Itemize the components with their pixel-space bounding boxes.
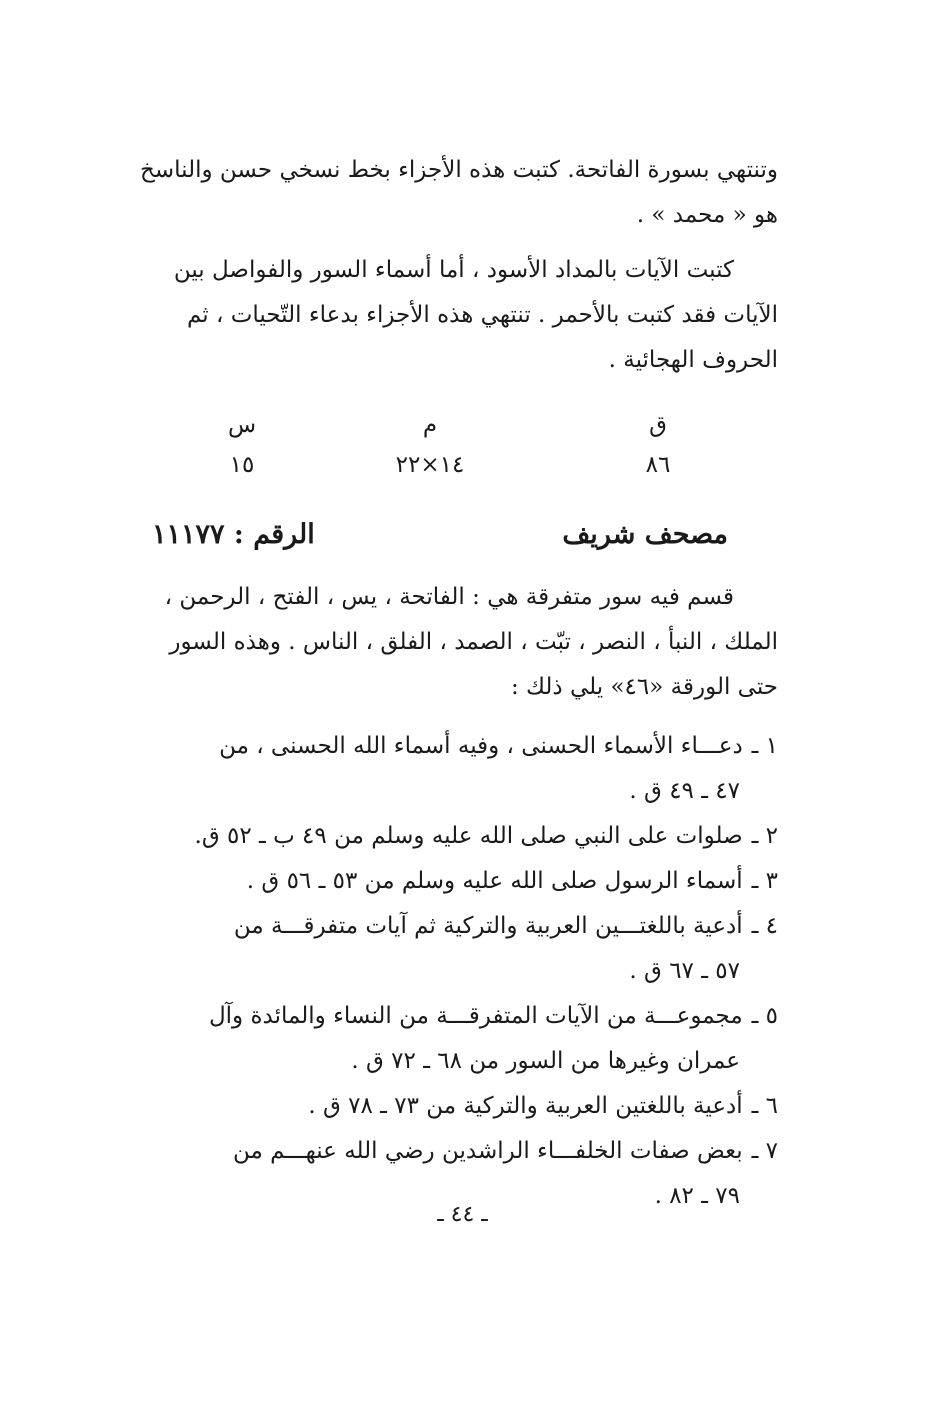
- dimensions-label: م: [422, 412, 438, 438]
- dimensions-value: ١٤×٢٢: [395, 452, 465, 478]
- intro-paragraph-2: [122, 248, 778, 383]
- item-number: ٦ ـ: [751, 1093, 778, 1119]
- intro-p1-line2: هو « محمد » .: [636, 202, 778, 228]
- entry-number: الرقم : ١١١٧٧: [152, 519, 315, 550]
- intro-paragraph-1: [122, 148, 778, 238]
- folios-label: ق: [649, 412, 667, 438]
- intro-p1-line1: وتنتهي بسورة الفاتحة. كتبت هذه الأجزاء بخط نسخي حسن والناسخ: [140, 157, 778, 183]
- intro-p2-line3: الحروف الهجائية .: [608, 347, 778, 373]
- item-number: ٥ ـ: [751, 1003, 778, 1029]
- entry-title: مصحف شريف: [562, 519, 728, 550]
- description-line1: قسم فيه سور متفرقة هي : الفاتحة ، يس ، الفتح ، الرحمن ،: [164, 584, 734, 610]
- list-item: [122, 859, 778, 904]
- item-number: ٢ ـ: [751, 823, 778, 849]
- entry-heading: [122, 519, 778, 575]
- list-item: [122, 814, 778, 859]
- item-text: بعض صفات الخلفـــاء الراشدين رضي الله عنهـــم من: [232, 1138, 743, 1164]
- dimensions-column: [370, 405, 490, 485]
- codicology-table: [122, 405, 778, 489]
- folios-value: ٨٦: [645, 452, 671, 478]
- list-item: [122, 994, 778, 1084]
- description-line2: الملك ، النبأ ، النصر ، تبّت ، الصمد ، الفلق ، الناس . وهذه السور: [169, 629, 778, 655]
- item-continuation: عمران وغيرها من السور من ٦٨ ـ ٧٢ ق .: [351, 1048, 740, 1074]
- item-text: صلوات على النبي صلى الله عليه وسلم من ٤٩ ب ـ ٥٢ ق.: [194, 823, 743, 849]
- item-text: أسماء الرسول صلى الله عليه وسلم من ٥٣ ـ ٥٦ ق .: [246, 868, 743, 894]
- item-number: ٧ ـ: [751, 1138, 778, 1164]
- item-number: ٤ ـ: [751, 913, 778, 939]
- intro-p2-line1: كتبت الآيات بالمداد الأسود ، أما أسماء السور والفواصل بين: [173, 257, 734, 283]
- document-page: [122, 148, 778, 1219]
- item-text: مجموعـــة من الآيات المتفرقـــة من النساء والمائدة وآل: [208, 1003, 743, 1029]
- page-number: ـ ٤٤ ـ: [437, 1202, 488, 1227]
- contents-list: [122, 724, 778, 1219]
- item-text: دعـــاء الأسماء الحسنى ، وفيه أسماء الله الحسنى ، من: [219, 733, 743, 759]
- lines-column: [182, 405, 302, 485]
- description-line3: حتى الورقة «٤٦» يلي ذلك :: [510, 674, 778, 700]
- list-item: [122, 904, 778, 994]
- folios-column: [598, 405, 718, 485]
- item-number: ٣ ـ: [751, 868, 778, 894]
- list-item: [122, 724, 778, 814]
- item-continuation: ٧٩ ـ ٨٢ .: [654, 1183, 740, 1209]
- item-continuation: ٤٧ ـ ٤٩ ق .: [629, 778, 740, 804]
- description-paragraph: [122, 575, 778, 710]
- item-continuation: ٥٧ ـ ٦٧ ق .: [629, 958, 740, 984]
- intro-p2-line2: الآيات فقد كتبت بالأحمر . تنتهي هذه الأجزاء بدعاء التّحيات ، ثم: [186, 302, 778, 328]
- list-item: [122, 1084, 778, 1129]
- lines-label: س: [227, 412, 257, 438]
- item-number: ١ ـ: [751, 733, 778, 759]
- lines-value: ١٥: [229, 452, 255, 478]
- item-text: أدعية باللغتين العربية والتركية من ٧٣ ـ ٧٨ ق .: [308, 1093, 743, 1119]
- item-text: أدعية باللغتـــين العربية والتركية ثم آيات متفرقـــة من: [233, 913, 743, 939]
